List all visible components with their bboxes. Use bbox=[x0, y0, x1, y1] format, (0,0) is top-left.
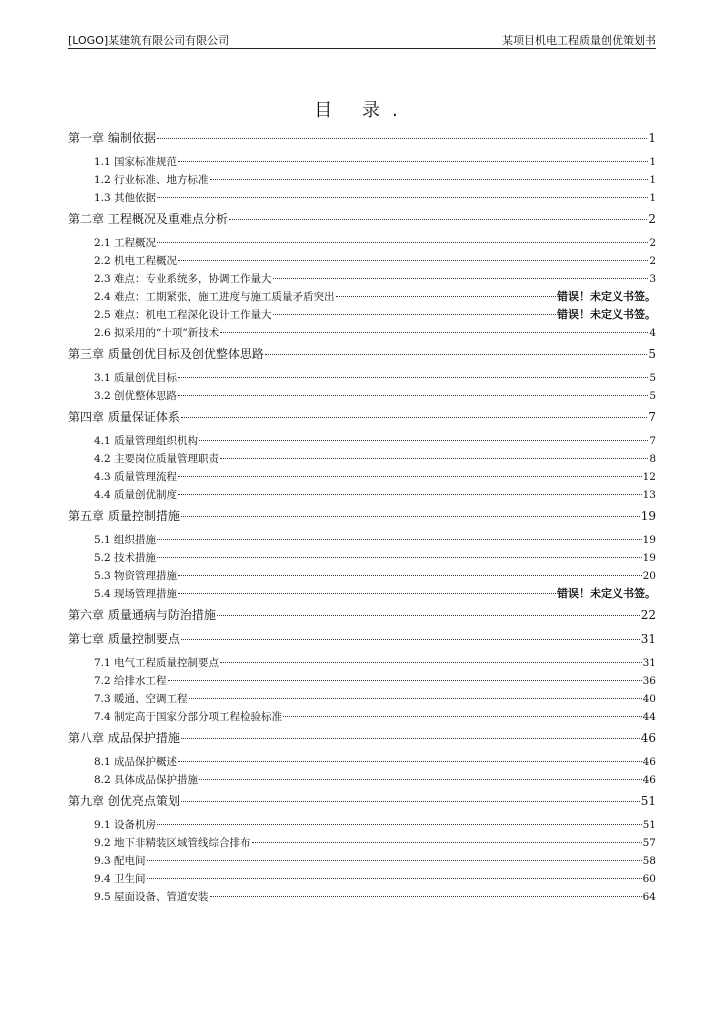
toc-entry-page: 19 bbox=[640, 509, 656, 523]
toc-entry-page: 5 bbox=[649, 390, 656, 402]
toc-entry-page: 64 bbox=[642, 891, 656, 903]
toc-section-entry[interactable] bbox=[68, 450, 656, 468]
toc-section-entry[interactable] bbox=[68, 690, 656, 708]
toc-chapter-entry[interactable] bbox=[68, 792, 656, 810]
toc-dot-leader bbox=[157, 823, 642, 825]
toc-dot-leader bbox=[229, 218, 648, 220]
toc-section-entry[interactable] bbox=[68, 834, 656, 852]
toc-entry-label: 2.2 机电工程概况 bbox=[94, 255, 178, 267]
toc-entry-page: 7 bbox=[648, 410, 656, 424]
toc-dot-leader bbox=[178, 394, 648, 396]
toc-entry-page: 46 bbox=[642, 774, 656, 786]
toc-dot-leader bbox=[178, 475, 642, 477]
toc-entry-label: 2.4 难点：工期紧张，施工进度与施工质量矛盾突出 bbox=[94, 291, 335, 303]
toc-dot-leader bbox=[147, 859, 642, 861]
toc-entry-page: 19 bbox=[642, 534, 656, 546]
toc-dot-leader bbox=[336, 295, 556, 297]
toc-section-entry[interactable] bbox=[68, 672, 656, 690]
toc-entry-label: 2.3 难点：专业系统多，协调工作量大 bbox=[94, 273, 272, 285]
toc-section-entry[interactable] bbox=[68, 549, 656, 567]
toc-section-entry[interactable] bbox=[68, 387, 656, 405]
toc-dot-leader bbox=[181, 737, 640, 739]
toc-title: 目 录. bbox=[314, 100, 410, 121]
toc-section-entry[interactable] bbox=[68, 171, 656, 189]
toc-entry-page: 7 bbox=[649, 435, 656, 447]
toc-chapter-entry[interactable] bbox=[68, 210, 656, 228]
toc-dot-leader bbox=[252, 841, 642, 843]
toc-dot-leader bbox=[157, 538, 642, 540]
toc-entry-label: 5.1 组织措施 bbox=[94, 534, 157, 546]
toc-section-entry[interactable] bbox=[68, 468, 656, 486]
toc-entry-page: 58 bbox=[642, 855, 656, 867]
toc-section-entry[interactable] bbox=[68, 252, 656, 270]
toc-entry-label: 7.3 暖通、空调工程 bbox=[94, 693, 188, 705]
toc-chapter-entry[interactable] bbox=[68, 345, 656, 363]
toc-section-entry[interactable] bbox=[68, 888, 656, 906]
toc-entry-error: 错误！未定义书签。 bbox=[557, 587, 656, 600]
toc-dot-leader bbox=[157, 556, 642, 558]
toc-dot-leader bbox=[178, 160, 648, 162]
toc-entry-label: 1.3 其他依据 bbox=[94, 192, 157, 204]
toc-entry-label: 9.3 配电间 bbox=[94, 855, 146, 867]
toc-chapter-entry[interactable] bbox=[68, 729, 656, 747]
toc-section-entry[interactable] bbox=[68, 432, 656, 450]
toc-dot-leader bbox=[181, 416, 648, 418]
toc-section-entry[interactable] bbox=[68, 585, 656, 603]
toc-dot-leader bbox=[273, 277, 649, 279]
toc-entry-label: 1.2 行业标准、地方标准 bbox=[94, 174, 209, 186]
toc-entry-label: 9.5 屋面设备、管道安装 bbox=[94, 891, 209, 903]
toc-entry-label: 1.1 国家标准规范 bbox=[94, 156, 178, 168]
toc-entry-label: 5.4 现场管理措施 bbox=[94, 588, 178, 600]
toc-entry-page: 13 bbox=[642, 489, 656, 501]
toc-section-entry[interactable] bbox=[68, 870, 656, 888]
toc-dot-leader bbox=[178, 259, 648, 261]
toc-section-entry[interactable] bbox=[68, 270, 656, 288]
toc-entry-page: 36 bbox=[642, 675, 656, 687]
toc-entry-page: 1 bbox=[649, 192, 656, 204]
toc-entry-label: 第五章 质量控制措施 bbox=[68, 509, 180, 523]
toc-dot-leader bbox=[199, 778, 642, 780]
toc-entry-label: 第二章 工程概况及重难点分析 bbox=[68, 212, 228, 226]
toc-entry-page: 4 bbox=[649, 327, 656, 339]
toc-dot-leader bbox=[157, 241, 648, 243]
toc-entry-label: 第一章 编制依据 bbox=[68, 131, 156, 145]
toc-section-entry[interactable] bbox=[68, 531, 656, 549]
toc-entry-page: 3 bbox=[649, 273, 656, 285]
toc-entry-page: 22 bbox=[640, 608, 656, 622]
toc-entry-page: 44 bbox=[642, 711, 656, 723]
toc-entry-label: 7.2 给排水工程 bbox=[94, 675, 167, 687]
toc-entry-label: 第八章 成品保护措施 bbox=[68, 731, 180, 745]
toc-entry-page: 46 bbox=[642, 756, 656, 768]
toc-entry-label: 9.1 设备机房 bbox=[94, 819, 157, 831]
toc-section-entry[interactable] bbox=[68, 153, 656, 171]
toc-dot-leader bbox=[220, 661, 642, 663]
toc-chapter-entry[interactable] bbox=[68, 606, 656, 624]
toc-dot-leader bbox=[178, 376, 648, 378]
toc-entry-label: 4.4 质量创优制度 bbox=[94, 489, 178, 501]
toc-entry-label: 5.3 物资管理措施 bbox=[94, 570, 178, 582]
toc-dot-leader bbox=[181, 800, 640, 802]
toc-entry-page: 2 bbox=[649, 237, 656, 249]
toc-entry-label: 8.2 具体成品保护措施 bbox=[94, 774, 199, 786]
toc-dot-leader bbox=[210, 178, 649, 180]
toc-entry-page: 1 bbox=[649, 156, 656, 168]
toc-entry-page: 60 bbox=[642, 873, 656, 885]
toc-entry-label: 4.3 质量管理流程 bbox=[94, 471, 178, 483]
toc-entry-page: 51 bbox=[642, 819, 656, 831]
toc-dot-leader bbox=[265, 353, 648, 355]
toc-dot-leader bbox=[189, 697, 642, 699]
toc-entry-page: 51 bbox=[640, 794, 656, 808]
toc-entry-page: 5 bbox=[648, 347, 656, 361]
toc-entry-label: 9.2 地下非精装区域管线综合排布 bbox=[94, 837, 251, 849]
toc-entry-label: 4.2 主要岗位质量管理职责 bbox=[94, 453, 220, 465]
toc-entry-label: 7.4 制定高于国家分部分项工程检验标准 bbox=[94, 711, 283, 723]
toc-dot-leader bbox=[178, 574, 642, 576]
toc-entry-page: 2 bbox=[648, 212, 656, 226]
toc-entry-page: 40 bbox=[642, 693, 656, 705]
toc-entry-label: 第三章 质量创优目标及创优整体思路 bbox=[68, 347, 264, 361]
toc-section-entry[interactable] bbox=[68, 369, 656, 387]
toc-entry-label: 3.1 质量创优目标 bbox=[94, 372, 178, 384]
toc-dot-leader bbox=[178, 760, 642, 762]
toc-entry-label: 4.1 质量管理组织机构 bbox=[94, 435, 199, 447]
toc-entry-label: 2.1 工程概况 bbox=[94, 237, 157, 249]
toc-dot-leader bbox=[157, 137, 648, 139]
toc-section-entry[interactable] bbox=[68, 324, 656, 342]
toc-entry-page: 1 bbox=[648, 131, 656, 145]
toc-dot-leader bbox=[181, 515, 640, 517]
toc-entry-label: 第七章 质量控制要点 bbox=[68, 632, 180, 646]
toc-entry-page: 31 bbox=[640, 632, 656, 646]
toc-entry-page: 1 bbox=[649, 174, 656, 186]
toc-dot-leader bbox=[181, 638, 640, 640]
page-header bbox=[68, 30, 656, 49]
toc-entry-page: 31 bbox=[642, 657, 656, 669]
toc-dot-leader bbox=[157, 196, 648, 198]
toc-entry-label: 8.1 成品保护概述 bbox=[94, 756, 178, 768]
toc-entry-label: 第四章 质量保证体系 bbox=[68, 410, 180, 424]
header-doc-title: 某项目机电工程质量创优策划书 bbox=[502, 34, 656, 47]
toc-dot-leader bbox=[283, 715, 642, 717]
toc-entry-label: 2.6 拟采用的“十项”新技术 bbox=[94, 327, 220, 339]
toc-dot-leader bbox=[178, 592, 556, 594]
toc-dot-leader bbox=[210, 895, 642, 897]
toc-entry-page: 2 bbox=[649, 255, 656, 267]
toc-section-entry[interactable] bbox=[68, 288, 656, 306]
toc-section-entry[interactable] bbox=[68, 852, 656, 870]
toc-entry-page: 46 bbox=[640, 731, 656, 745]
toc-entry-label: 9.4 卫生间 bbox=[94, 873, 146, 885]
toc-chapter-entry[interactable] bbox=[68, 129, 656, 147]
toc-entry-page: 12 bbox=[642, 471, 656, 483]
toc-section-entry[interactable] bbox=[68, 306, 656, 324]
header-company: [LOGO]某建筑有限公司有限公司 bbox=[68, 34, 230, 47]
toc-entry-error: 错误！未定义书签。 bbox=[557, 290, 656, 303]
toc-dot-leader bbox=[168, 679, 642, 681]
toc-section-entry[interactable] bbox=[68, 753, 656, 771]
toc-dot-leader bbox=[147, 877, 642, 879]
toc-chapter-entry[interactable] bbox=[68, 630, 656, 648]
toc-dot-leader bbox=[217, 614, 640, 616]
toc-entry-page: 57 bbox=[642, 837, 656, 849]
toc-entry-page: 8 bbox=[649, 453, 656, 465]
toc-dot-leader bbox=[273, 313, 556, 315]
toc-entry-page: 5 bbox=[649, 372, 656, 384]
toc-section-entry[interactable] bbox=[68, 567, 656, 585]
toc-section-entry[interactable] bbox=[68, 486, 656, 504]
toc-entry-label: 第六章 质量通病与防治措施 bbox=[68, 608, 216, 622]
toc-dot-leader bbox=[220, 457, 648, 459]
toc-chapter-entry[interactable] bbox=[68, 507, 656, 525]
toc-section-entry[interactable] bbox=[68, 234, 656, 252]
toc-entry-label: 3.2 创优整体思路 bbox=[94, 390, 178, 402]
toc-section-entry[interactable] bbox=[68, 708, 656, 726]
toc-entry-label: 7.1 电气工程质量控制要点 bbox=[94, 657, 220, 669]
table-of-contents bbox=[68, 126, 656, 906]
toc-entry-label: 5.2 技术措施 bbox=[94, 552, 157, 564]
toc-dot-leader bbox=[199, 439, 648, 441]
toc-dot-leader bbox=[178, 493, 642, 495]
toc-entry-error: 错误！未定义书签。 bbox=[557, 308, 656, 321]
toc-chapter-entry[interactable] bbox=[68, 408, 656, 426]
toc-entry-page: 20 bbox=[642, 570, 656, 582]
toc-section-entry[interactable] bbox=[68, 816, 656, 834]
toc-section-entry[interactable] bbox=[68, 771, 656, 789]
toc-dot-leader bbox=[220, 331, 648, 333]
toc-entry-page: 19 bbox=[642, 552, 656, 564]
toc-section-entry[interactable] bbox=[68, 654, 656, 672]
toc-entry-label: 2.5 难点：机电工程深化设计工作量大 bbox=[94, 309, 272, 321]
toc-entry-label: 第九章 创优亮点策划 bbox=[68, 794, 180, 808]
toc-section-entry[interactable] bbox=[68, 189, 656, 207]
